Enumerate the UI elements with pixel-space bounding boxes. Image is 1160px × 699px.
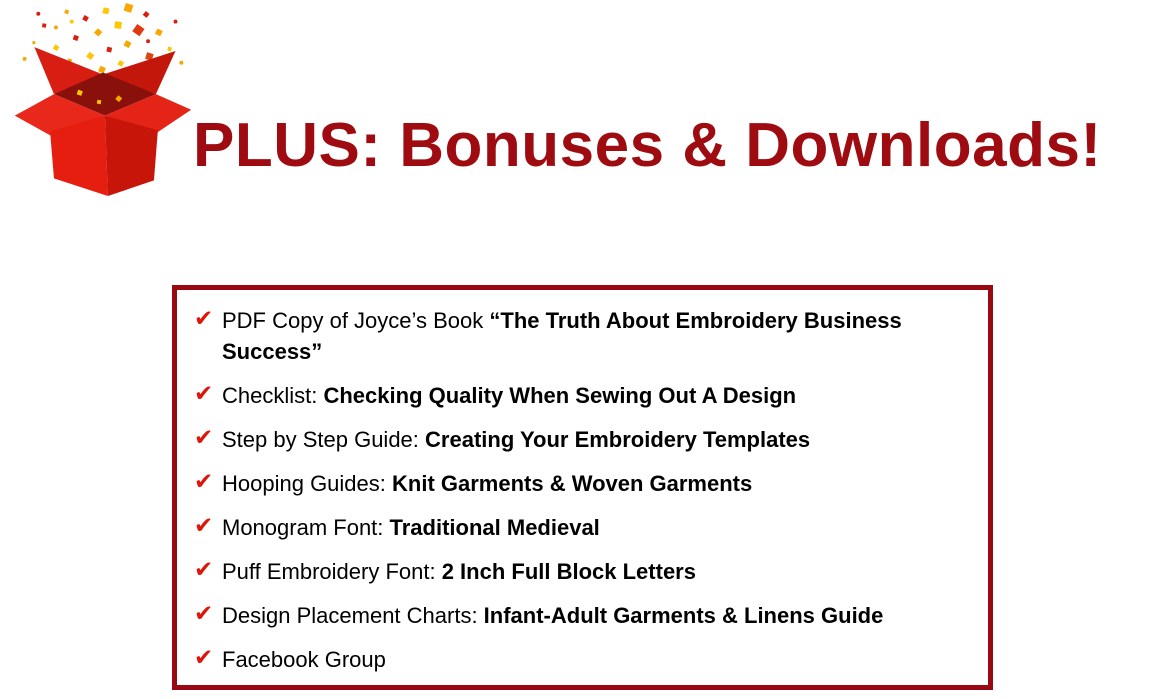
item-bold: Traditional Medieval bbox=[389, 515, 600, 540]
list-item bbox=[177, 556, 976, 587]
item-bold: Infant-Adult Garments & Linens Guide bbox=[483, 603, 884, 628]
item-bold: “The Truth About Embroidery Business Success” bbox=[222, 308, 902, 364]
item-prefix: Design Placement Charts: bbox=[222, 603, 484, 628]
checkmark-icon: ✔ bbox=[194, 557, 214, 583]
item-prefix: Facebook Group bbox=[222, 647, 386, 672]
checkmark-icon: ✔ bbox=[194, 513, 214, 539]
list-item bbox=[177, 600, 976, 631]
checkmark-icon: ✔ bbox=[194, 645, 214, 671]
bonus-list bbox=[177, 290, 988, 675]
item-text bbox=[222, 559, 696, 584]
checkmark-icon: ✔ bbox=[194, 306, 214, 332]
item-text bbox=[222, 383, 796, 408]
item-bold: Checking Quality When Sewing Out A Design bbox=[323, 383, 797, 408]
item-prefix: Step by Step Guide: bbox=[222, 427, 426, 452]
checkmark-icon: ✔ bbox=[194, 601, 214, 627]
item-prefix: Checklist: bbox=[222, 383, 324, 408]
item-text bbox=[222, 603, 883, 628]
item-text bbox=[222, 308, 902, 364]
item-bold: 2 Inch Full Block Letters bbox=[441, 559, 696, 584]
item-prefix: Monogram Font: bbox=[222, 515, 390, 540]
list-item bbox=[177, 305, 976, 367]
checkmark-icon: ✔ bbox=[194, 381, 214, 407]
item-text bbox=[222, 647, 386, 672]
item-text bbox=[222, 427, 810, 452]
gift-box-confetti-icon bbox=[8, 2, 196, 198]
list-item bbox=[177, 468, 976, 499]
checkmark-icon: ✔ bbox=[194, 425, 214, 451]
item-prefix: PDF Copy of Joyce’s Book bbox=[222, 308, 490, 333]
list-item bbox=[177, 512, 976, 543]
item-prefix: Hooping Guides: bbox=[222, 471, 392, 496]
bonus-box bbox=[172, 285, 993, 690]
list-item bbox=[177, 424, 976, 455]
checkmark-icon: ✔ bbox=[194, 469, 214, 495]
page-title: PLUS: Bonuses & Downloads! bbox=[193, 111, 1102, 180]
list-item bbox=[177, 644, 976, 675]
item-bold: Creating Your Embroidery Templates bbox=[425, 427, 811, 452]
item-bold: Knit Garments & Woven Garments bbox=[392, 471, 753, 496]
item-text bbox=[222, 471, 752, 496]
item-text bbox=[222, 515, 600, 540]
item-prefix: Puff Embroidery Font: bbox=[222, 559, 442, 584]
list-item bbox=[177, 380, 976, 411]
